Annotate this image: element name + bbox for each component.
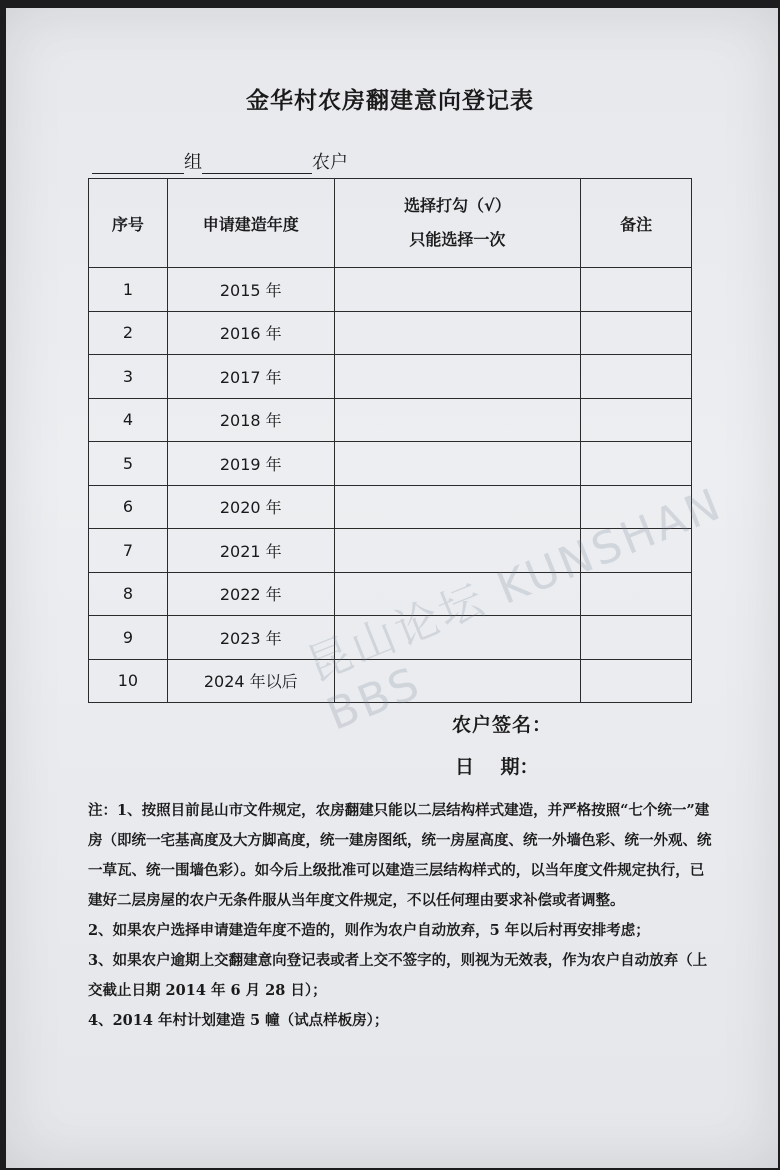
- row-seq: 3: [89, 355, 168, 399]
- row-seq: 5: [89, 442, 168, 486]
- row-choice-cell[interactable]: [334, 442, 581, 486]
- table-row: [89, 442, 692, 486]
- group-blank: [92, 153, 184, 174]
- household-blank: [202, 153, 312, 174]
- row-remark-cell[interactable]: [581, 268, 692, 312]
- page-title: 金华村农房翻建意向登记表: [246, 88, 534, 114]
- note-item-1: 注：1、按照目前昆山市文件规定，农房翻建只能以二层结构样式建造，并严格按照“七个统一”建房（即统一宅基高度及大方脚高度，统一建房图纸，统一房屋高度、统一外墙色彩、统一外观、统一草瓦、统一围墙色彩）。如今后上级批准可以建造三层结构样式的，以当年度文件规定执行，已建好二层房屋的农户无条件服从当年度文件规定，不以任何理由要求补偿或者调整。: [88, 802, 712, 909]
- header-year: 申请建造年度: [167, 179, 334, 268]
- row-choice-cell[interactable]: [334, 268, 581, 312]
- household-signature-label: 农户签名：: [452, 714, 553, 736]
- table-row: [89, 398, 692, 442]
- row-year: 2015 年: [167, 268, 334, 312]
- table-row: [89, 355, 692, 399]
- row-year: 2024 年以后: [167, 659, 334, 703]
- header-choice: [334, 179, 581, 268]
- row-choice-cell[interactable]: [334, 485, 581, 529]
- row-seq: 10: [89, 659, 168, 703]
- table-row: [89, 268, 692, 312]
- row-choice-cell[interactable]: [334, 355, 581, 399]
- row-choice-cell[interactable]: [334, 398, 581, 442]
- household-label: 农户: [312, 152, 348, 173]
- row-seq: 8: [89, 572, 168, 616]
- header-seq: 序号: [89, 179, 168, 268]
- row-year: 2021 年: [167, 529, 334, 573]
- row-seq: 2: [89, 311, 168, 355]
- notes-section: [88, 796, 714, 1036]
- note-item-3: 3、如果农户逾期上交翻建意向登记表或者上交不签字的，则视为无效表，作为农户自动放弃（上交截止日期 2014 年 6 月 28 日）；: [88, 952, 708, 999]
- date-label: 日 期：: [455, 756, 539, 778]
- row-year: 2019 年: [167, 442, 334, 486]
- row-seq: 9: [89, 616, 168, 660]
- row-remark-cell[interactable]: [581, 311, 692, 355]
- row-year: 2018 年: [167, 398, 334, 442]
- header-choice-line2: 只能选择一次: [409, 230, 506, 249]
- row-seq: 6: [89, 485, 168, 529]
- header-choice-line1: 选择打勾（√）: [404, 196, 511, 215]
- row-remark-cell[interactable]: [581, 659, 692, 703]
- note-item-2: 2、如果农户选择申请建造年度不造的，则作为农户自动放弃，5 年以后村再安排考虑；: [88, 922, 650, 939]
- group-household-line: [92, 148, 348, 174]
- row-remark-cell[interactable]: [581, 398, 692, 442]
- row-remark-cell[interactable]: [581, 442, 692, 486]
- row-year: 2016 年: [167, 311, 334, 355]
- table-header-row: [89, 179, 692, 268]
- header-remark: 备注: [581, 179, 692, 268]
- row-remark-cell[interactable]: [581, 355, 692, 399]
- row-year: 2020 年: [167, 485, 334, 529]
- note-item-4: 4、2014 年村计划建造 5 幢（试点样板房）；: [88, 1012, 389, 1029]
- forum-watermark: 昆山论坛 KUNSHAN BBS: [300, 478, 730, 741]
- row-seq: 1: [89, 268, 168, 312]
- row-seq: 4: [89, 398, 168, 442]
- row-year: 2023 年: [167, 616, 334, 660]
- row-choice-cell[interactable]: [334, 311, 581, 355]
- row-seq: 7: [89, 529, 168, 573]
- table-row: [89, 311, 692, 355]
- row-year: 2022 年: [167, 572, 334, 616]
- group-label: 组: [184, 152, 202, 173]
- row-year: 2017 年: [167, 355, 334, 399]
